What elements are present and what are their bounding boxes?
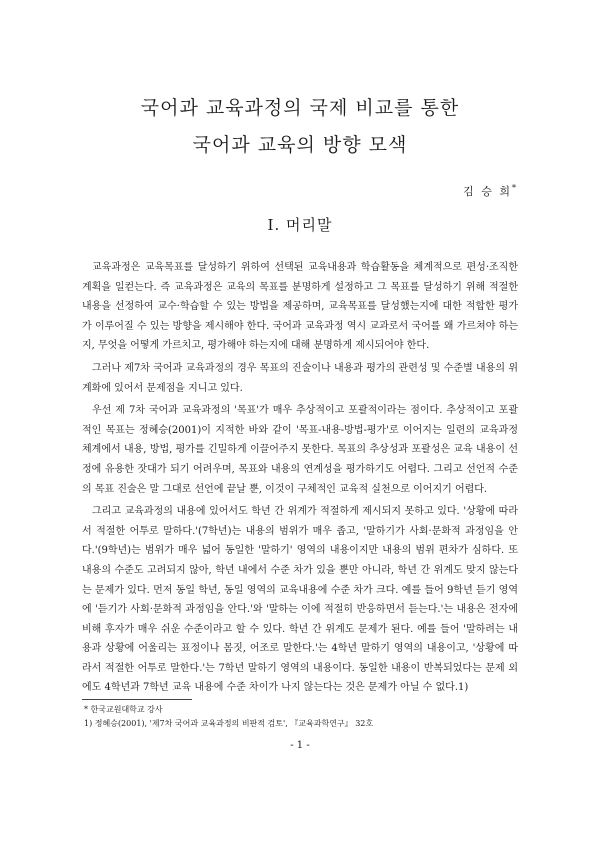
author xyxy=(463,183,516,199)
author-name: 김 승 희 xyxy=(463,185,512,198)
footnote: 1) 정혜승(2001), '제7차 국어과 교육과정의 비판적 검토', 『교육과학연구』 32호 xyxy=(84,719,374,728)
section-heading: Ⅰ. 머리말 xyxy=(267,216,333,234)
title-line-1: 국어과 교육과정의 국제 비교를 통한 xyxy=(140,97,460,119)
body-text xyxy=(82,258,518,701)
author-footnote-mark: * xyxy=(512,183,516,193)
footnote-divider xyxy=(82,699,192,700)
paragraph: 교육과정은 교육목표를 달성하기 위하여 선택된 교육내용과 학습활동을 체계적으로 편성·조직한 계획을 일컫는다. 즉 교육과정은 교육의 목표를 분명하게 설정하고 그 목표를 달성하기 위해 적절한 내용을 선정하여 교수·학습할 수 있는 방법을 제공하며, 교육목표를 달성했는지에 대한 적합한 평가가 이루어질 수 있는 방향을 제시해야 한다. 국어과 교육과정 역시 교과로서 국어를 왜 가르쳐야 하는지, 무엇을 어떻게 가르치고, 평가해야 하는지에 대해 분명하게 제시되어야 한다. xyxy=(82,262,518,352)
paragraph: 그리고 교육과정의 내용에 있어서도 학년 간 위계가 적절하게 제시되지 못하고 있다. '상황에 따라서 적절한 어투로 말하다.'(7학년)는 내용의 범위가 매우 좁고, '말하기가 사회·문화적 과정임을 안다.'(9학년)는 범위가 매우 넓어 동일한 '말하기' 영역의 내용이지만 내용의 범위 편차가 심하다. 또 내용의 수준도 고려되지 않아, 학년 내에서 수준 차가 있을 뿐만 아니라, 학년 간 위계도 맞지 않는다는 문제가 있다. 먼저 동일 학년, 동일 영역의 교육내용에 수준 차가 크다. 예를 들어 9학년 듣기 영역에 '듣기가 사회·문화적 과정임을 안다.'와 '말하는 이에 적절히 반응하면서 듣는다.'는 내용은 전자에 비해 후자가 매우 쉬운 수준이라고 할 수 있다. 학년 간 위계도 문제가 된다. 예를 들어 '말하려는 내용과 상황에 어울리는 표정이나 몸짓, 어조로 말한다.'는 4학년 말하기 영역의 내용이고, '상황에 따라서 적절한 어투로 말한다.'는 7학년 말하기 영역의 내용이다. 동일한 내용이 반복되었다는 문제 외에도 4학년과 7학년 교육 내용에 수준 차이가 나지 않는다는 것은 문제가 아닐 수 없다.1) xyxy=(82,506,518,694)
paragraph: 우선 제 7차 국어과 교육과정의 '목표'가 매우 추상적이고 포괄적이라는 점이다. 추상적이고 포괄적인 목표는 정혜승(2001)이 지적한 바와 같이 '목표-내용-방법-평가'로 이어지는 일련의 교육과정 체계에서 내용, 방법, 평가를 긴밀하게 이끌어주지 못한다. 목표의 추상성과 포괄성은 교육 내용이 선정에 유용한 잣대가 되기 어려우며, 목표와 내용의 연계성을 평가하기도 어렵다. 그리고 선언적 수준의 목표 진술은 말 그대로 선언에 끝날 뿐, 이것이 구체적인 교육적 실천으로 이어지기 어렵다. xyxy=(82,405,518,495)
page-number: - 1 - xyxy=(290,740,310,751)
title-line-2: 국어과 교육의 방향 모색 xyxy=(192,134,408,156)
footnote: * 한국교원대학교 강사 xyxy=(84,705,163,714)
paragraph: 그러나 제7차 국어과 교육과정의 경우 목표의 진술이나 내용과 평가의 관련성 및 수준별 내용의 위계화에 있어서 문제점을 지니고 있다. xyxy=(82,362,518,394)
